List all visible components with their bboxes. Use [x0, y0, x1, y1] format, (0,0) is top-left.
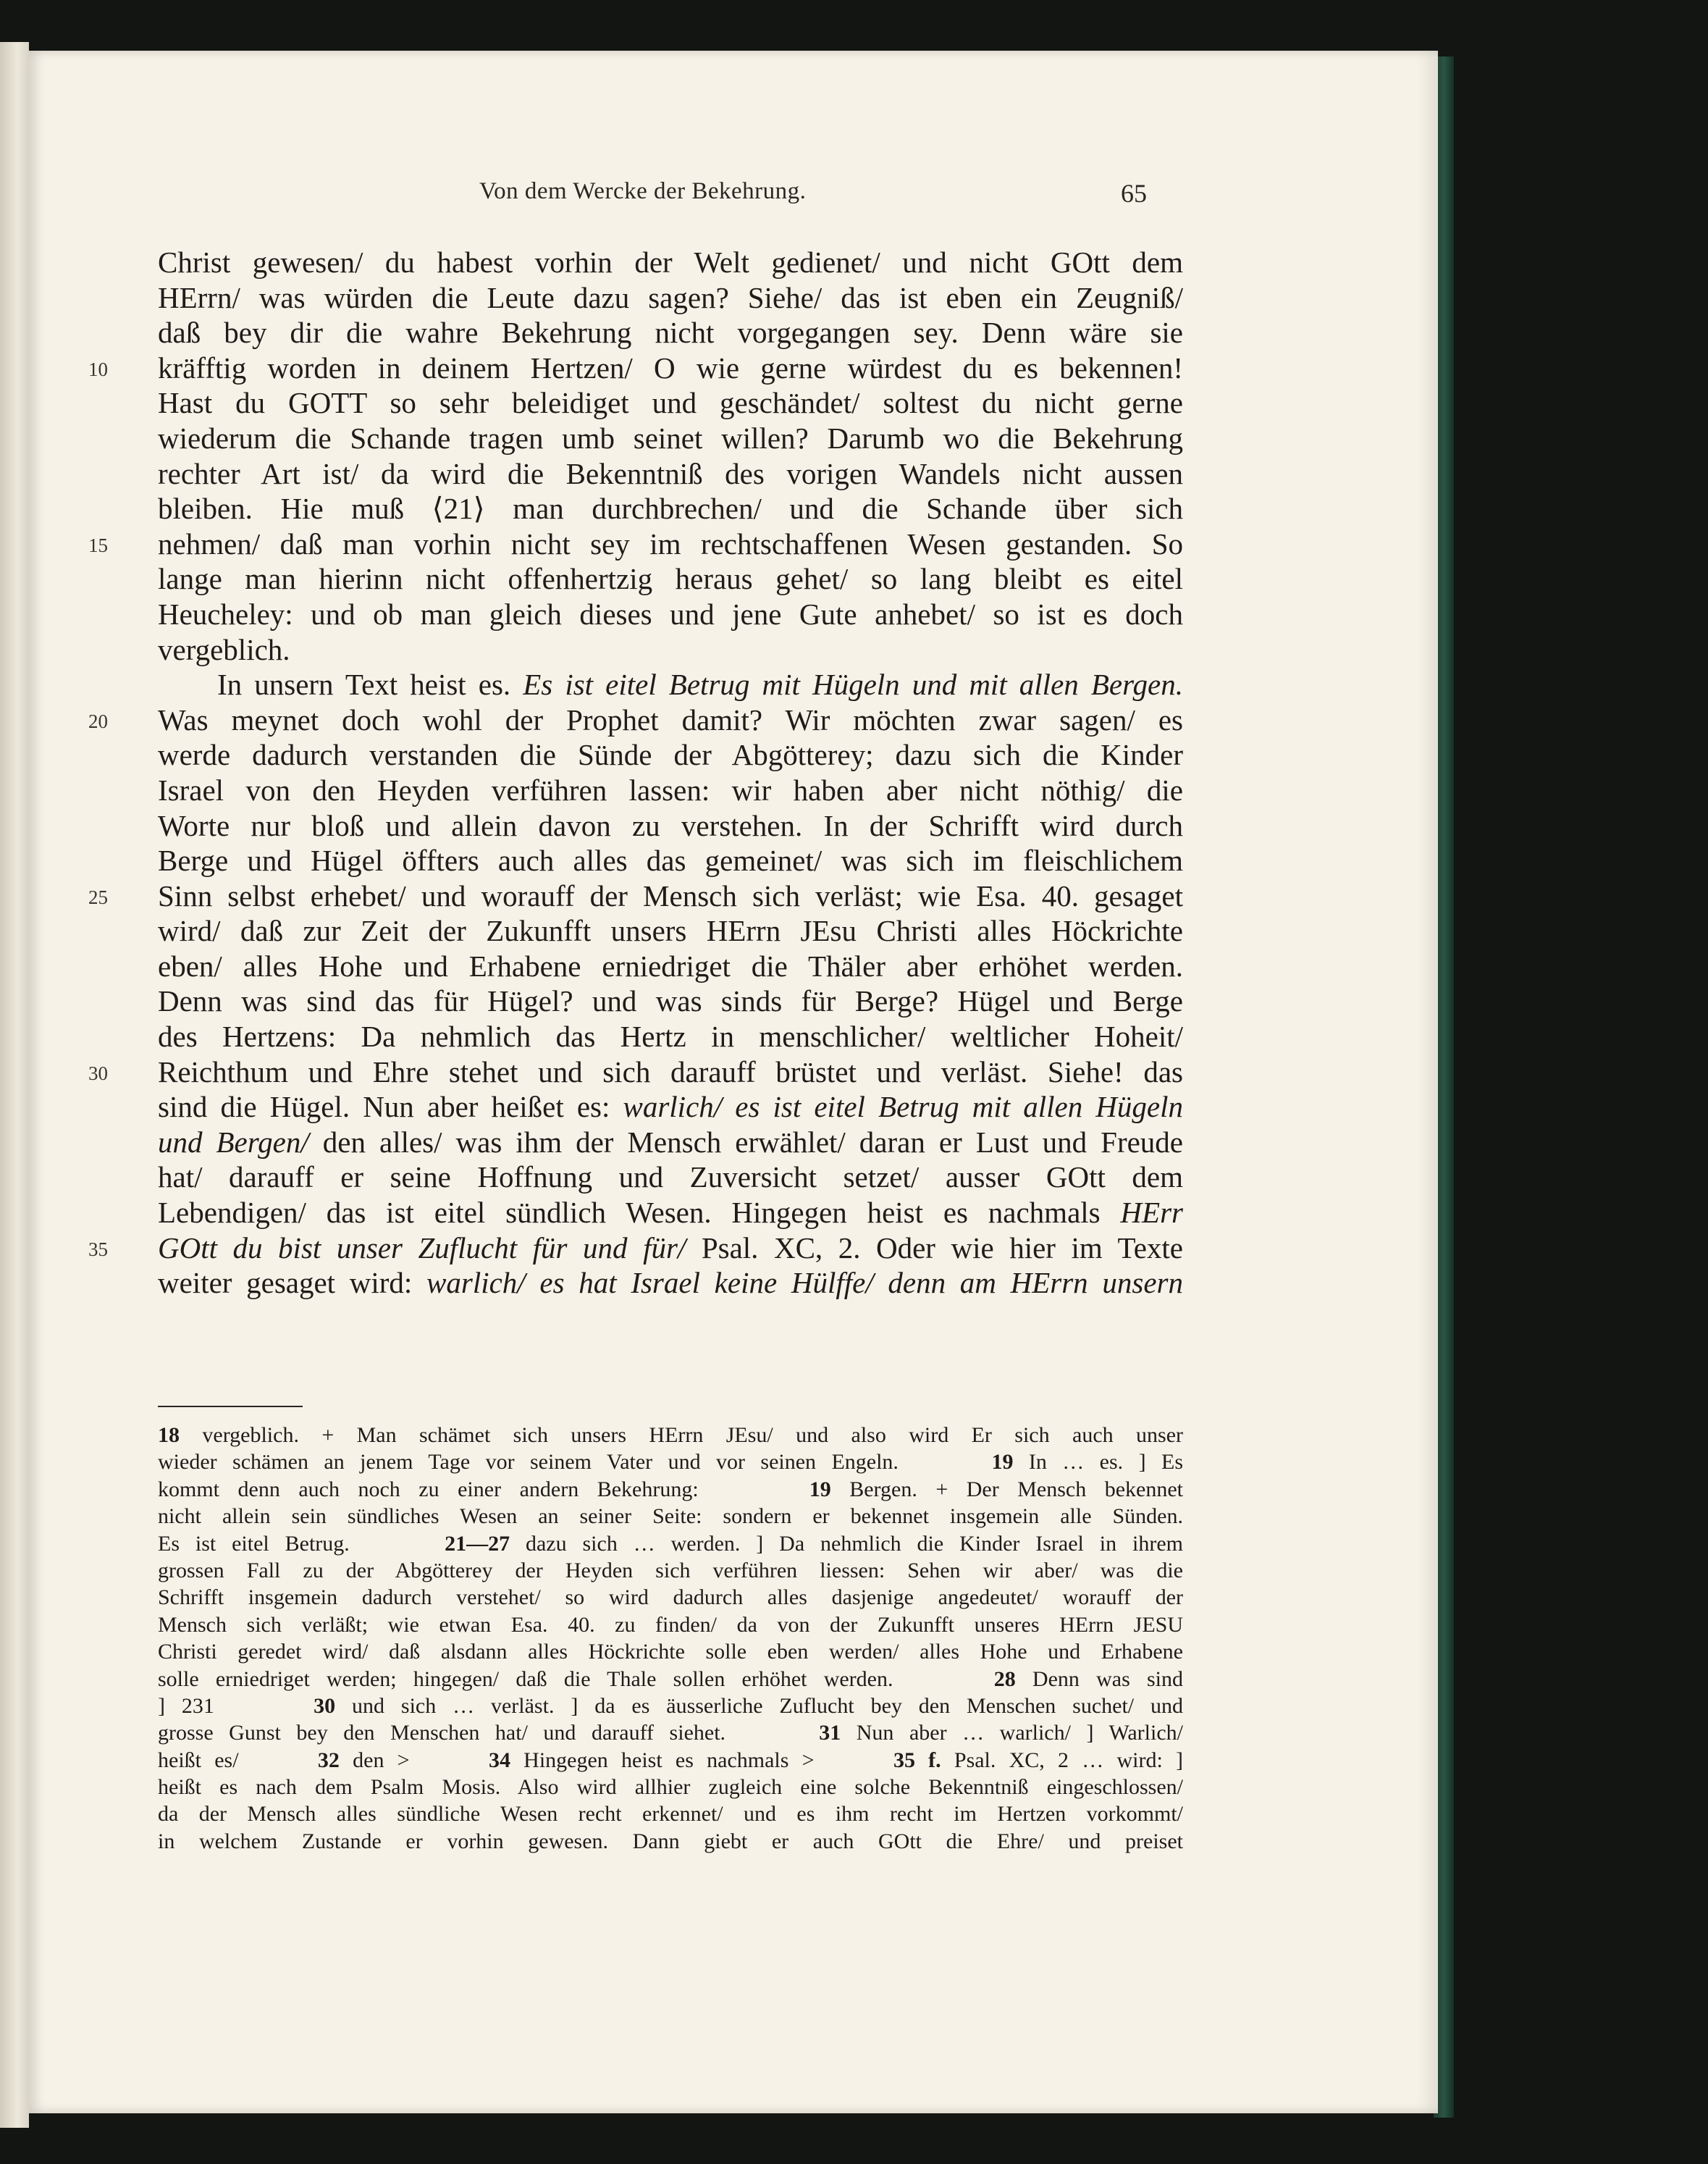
apparatus-text: ] 231: [158, 1693, 314, 1718]
text-segment: den alles/ was ihm der Mensch erwählet/ daran er Lust und Freude: [308, 1125, 1183, 1159]
italic-quote: warlich/ es ist eitel Betrug mit allen Hügeln: [623, 1090, 1183, 1124]
apparatus-text: Christi geredet wird/ daß alsdann alles Höckrichte solle eben werden/ alles Hohe und Erhabene: [158, 1640, 1183, 1664]
line-reference: 28: [993, 1666, 1016, 1691]
text-segment: des Hertzens: Da nehmlich das Hertz in menschlicher/ weltlicher Hoheit/: [158, 1020, 1183, 1054]
italic-quote: HErr: [1120, 1196, 1183, 1230]
apparatus-text: kommt denn auch noch zu einer andern Bekehrung:: [158, 1477, 809, 1501]
text-line: [158, 421, 1183, 456]
text-segment: vergeblich.: [158, 632, 290, 666]
apparatus-line: [158, 1584, 1183, 1611]
text-line: [88, 1054, 1183, 1090]
text-line: [158, 984, 1183, 1019]
apparatus-text: heißt es/: [158, 1748, 318, 1772]
line-reference: 32: [317, 1748, 340, 1772]
apparatus-text: Es ist eitel Betrug.: [158, 1531, 445, 1556]
text-segment: wiederum die Schande tragen umb seinet willen? Darumb wo die Bekehrung: [158, 421, 1183, 455]
text-segment: HErrn/ was würden die Leute dazu sagen? Siehe/ das ist eben ein Zeugniß/: [158, 280, 1183, 314]
apparatus-line: [158, 1448, 1183, 1475]
text-line: [88, 1230, 1183, 1266]
text-line: [158, 561, 1183, 597]
italic-quote: warlich/ es hat Israel keine Hülffe/ denn am HErrn unsern: [426, 1266, 1183, 1300]
apparatus-text: und sich … verläst. ] da es äusserliche Zuflucht bey den Menschen suchet/ und: [335, 1693, 1183, 1718]
text-line: [88, 351, 1183, 386]
apparatus-text: Nun aber … warlich/ ] Warlich/: [841, 1721, 1183, 1745]
line-number: 10: [88, 358, 108, 380]
line-reference: 35 f.: [893, 1748, 941, 1772]
text-segment: werde dadurch verstanden die Sünde der Abgötterey; dazu sich die Kinder: [158, 738, 1183, 772]
apparatus-text: dazu sich … werden. ] Da nehmlich die Kinder Israel in ihrem: [510, 1531, 1183, 1556]
text-segment: Christ gewesen/ du habest vorhin der Welt gedienet/ und nicht GOtt dem: [158, 246, 1183, 279]
text-line: [158, 280, 1183, 316]
text-line: [158, 315, 1183, 351]
text-segment: Denn was sind das für Hügel? und was sinds für Berge? Hügel und Berge: [158, 984, 1183, 1018]
apparatus-text: grosse Gunst bey den Menschen hat/ und darauff siehet.: [158, 1721, 820, 1745]
text-line: [158, 913, 1183, 949]
apparatus-text: wieder schämen an jenem Tage vor seinem Vater und vor seinen Engeln.: [158, 1450, 992, 1475]
text-segment: wird/ daß zur Zeit der Zukunfft unsers HErrn JEsu Christi alles Höckrichte: [158, 914, 1183, 948]
text-line: [158, 597, 1183, 632]
text-line: [158, 385, 1183, 421]
text-line: [158, 491, 1183, 527]
apparatus-line: [158, 1828, 1183, 1855]
running-title: Von dem Wercke der Bekehrung.: [479, 178, 807, 204]
text-segment: Sinn selbst erhebet/ und worauff der Mensch sich verläst; wie Esa. 40. gesaget: [158, 878, 1183, 913]
apparatus-text: nicht allein sein sündliches Wesen an seiner Seite: sondern er bekennet insgemein alle Sünden.: [158, 1504, 1183, 1529]
apparatus-text: Denn was sind: [1015, 1666, 1183, 1691]
book-page: [29, 51, 1438, 2113]
text-segment: Israel von den Heyden verführen lassen: wir haben aber nicht nöthig/ die: [158, 773, 1183, 807]
apparatus-text: den >: [339, 1748, 489, 1772]
apparatus-text: Hingegen heist es nachmals >: [510, 1748, 893, 1772]
text-line: [158, 808, 1183, 844]
line-number: 35: [88, 1238, 108, 1260]
apparatus-text: Bergen. + Der Mensch bekennet: [830, 1477, 1183, 1501]
text-line: [88, 703, 1183, 738]
text-line: [158, 1019, 1183, 1054]
text-line: [158, 1125, 1183, 1160]
text-segment: bleiben. Hie muß ⟨21⟩ man durchbrechen/ und die Schande über sich: [158, 492, 1183, 526]
apparatus-line: [158, 1503, 1183, 1530]
text-segment: Lebendigen/ das ist eitel sündlich Wesen. Hingegen heist es nachmals: [158, 1196, 1121, 1230]
facing-page-edge: [0, 42, 29, 2128]
text-line: [158, 1265, 1183, 1301]
line-number: 15: [88, 534, 108, 556]
text-line: [158, 1089, 1183, 1125]
apparatus-line: [158, 1476, 1183, 1503]
text-segment: Was meynet doch wohl der Prophet damit? Wir möchten zwar sagen/ es: [158, 703, 1183, 737]
text-segment: rechter Art ist/ da wird die Bekenntniß des vorigen Wandels nicht aussen: [158, 456, 1183, 490]
text-line: [158, 1195, 1183, 1230]
line-reference: 30: [314, 1693, 336, 1718]
apparatus-text: da der Mensch alles sündliche Wesen recht erkennet/ und es ihm recht im Hertzen vorkommt/: [158, 1802, 1183, 1827]
line-reference: 18: [158, 1423, 180, 1447]
apparatus-text: Schrifft insgemein dadurch verstehet/ so wird dadurch alles dasjenige angedeutet/ worauff der: [158, 1585, 1183, 1610]
text-line: [158, 737, 1183, 773]
apparatus-line: [158, 1800, 1183, 1827]
apparatus-text: grossen Fall zu der Abgötterey der Heyden sich verführen liessen: Sehen wir aber/ was die: [158, 1558, 1183, 1582]
apparatus-text: In … es. ] Es: [1013, 1450, 1183, 1475]
text-segment: Psal. XC, 2. Oder wie hier im Texte: [686, 1230, 1183, 1265]
text-segment: Reichthum und Ehre stehet und sich darauff brüstet und verläst. Siehe! das: [158, 1054, 1183, 1089]
text-segment: sind die Hügel. Nun aber heißet es:: [158, 1090, 623, 1124]
text-line: [158, 949, 1183, 984]
line-reference: 21—27: [445, 1531, 510, 1556]
text-line: [158, 1159, 1183, 1195]
page-number: 65: [1121, 179, 1147, 208]
line-number: 30: [88, 1062, 108, 1084]
text-segment: kräfftig worden in deinem Hertzen/ O wie gerne würdest du es bekennen!: [158, 351, 1183, 385]
apparatus-line: [158, 1638, 1183, 1665]
apparatus-line: [158, 1422, 1183, 1448]
apparatus-line: [158, 1719, 1183, 1746]
italic-quote: GOtt du bist unser Zuflucht für und für/: [158, 1230, 686, 1265]
apparatus-line: [158, 1666, 1183, 1693]
text-segment: Heucheley: und ob man gleich dieses und jene Gute anhebet/ so ist es doch: [158, 597, 1183, 631]
line-reference: 19: [991, 1450, 1014, 1475]
apparatus-text: solle erniedriget werden; hingegen/ daß die Thale sollen erhöhet werden.: [158, 1666, 994, 1691]
text-segment: hat/ darauff er seine Hoffnung und Zuversicht setzet/ ausser GOtt dem: [158, 1160, 1183, 1194]
apparatus-text: heißt es nach dem Psalm Mosis. Also wird allhier zugleich eine solche Bekenntniß eingeschlossen/: [158, 1775, 1183, 1800]
line-number: 25: [88, 886, 108, 908]
text-line: [88, 878, 1183, 914]
text-line: [158, 456, 1183, 492]
text-segment: daß bey dir die wahre Bekehrung nicht vorgegangen sey. Denn wäre sie: [158, 316, 1183, 350]
text-line: [158, 773, 1183, 808]
text-line: [158, 245, 1183, 280]
apparatus-line: [158, 1611, 1183, 1638]
apparatus-line: [158, 1747, 1183, 1774]
apparatus-line: [158, 1774, 1183, 1800]
apparatus-line: [158, 1557, 1183, 1584]
text-line: [158, 843, 1183, 878]
footnote-rule: [158, 1406, 303, 1407]
text-segment: Worte nur bloß und allein davon zu verstehen. In der Schrifft wird durch: [158, 808, 1183, 842]
text-segment: In unsern Text heist es.: [217, 668, 523, 702]
line-number: 20: [88, 710, 108, 732]
line-reference: 19: [809, 1477, 831, 1501]
apparatus-text: Mensch sich verläßt; wie etwan Esa. 40. zu finden/ da von der Zukunfft unseres HErrn JESU: [158, 1612, 1183, 1637]
apparatus-line: [158, 1530, 1183, 1557]
critical-apparatus: [158, 1422, 1183, 1855]
italic-quote: Es ist eitel Betrug mit Hügeln und mit allen Bergen.: [523, 668, 1183, 702]
text-line: [158, 667, 1183, 703]
apparatus-text: vergeblich. + Man schämet sich unsers HErrn JEsu/ und also wird Er sich auch unser: [180, 1423, 1183, 1447]
apparatus-text: Psal. XC, 2 … wird: ]: [941, 1748, 1184, 1772]
text-segment: eben/ alles Hohe und Erhabene erniedriget die Thäler aber erhöhet werden.: [158, 949, 1183, 983]
line-reference: 31: [819, 1721, 841, 1745]
text-segment: lange man hierinn nicht offenhertzig heraus gehet/ so lang bleibt es eitel: [158, 562, 1183, 596]
text-line: [88, 527, 1183, 562]
text-segment: weiter gesaget wird:: [158, 1266, 427, 1300]
apparatus-text: in welchem Zustande er vorhin gewesen. Dann giebt er auch GOtt die Ehre/ und preiset: [158, 1829, 1183, 1853]
apparatus-line: [158, 1693, 1183, 1719]
text-segment: Berge und Hügel öffters auch alles das gemeinet/ was sich im fleischlichem: [158, 844, 1183, 878]
text-line: [158, 632, 1183, 668]
line-reference: 34: [488, 1748, 510, 1772]
text-segment: Hast du GOTT so sehr beleidiget und geschändet/ soltest du nicht gerne: [158, 386, 1183, 420]
main-text: [88, 245, 1183, 1301]
italic-quote: und Bergen/: [158, 1125, 309, 1159]
text-segment: nehmen/ daß man vorhin nicht sey im rechtschaffenen Wesen gestanden. So: [158, 527, 1183, 561]
